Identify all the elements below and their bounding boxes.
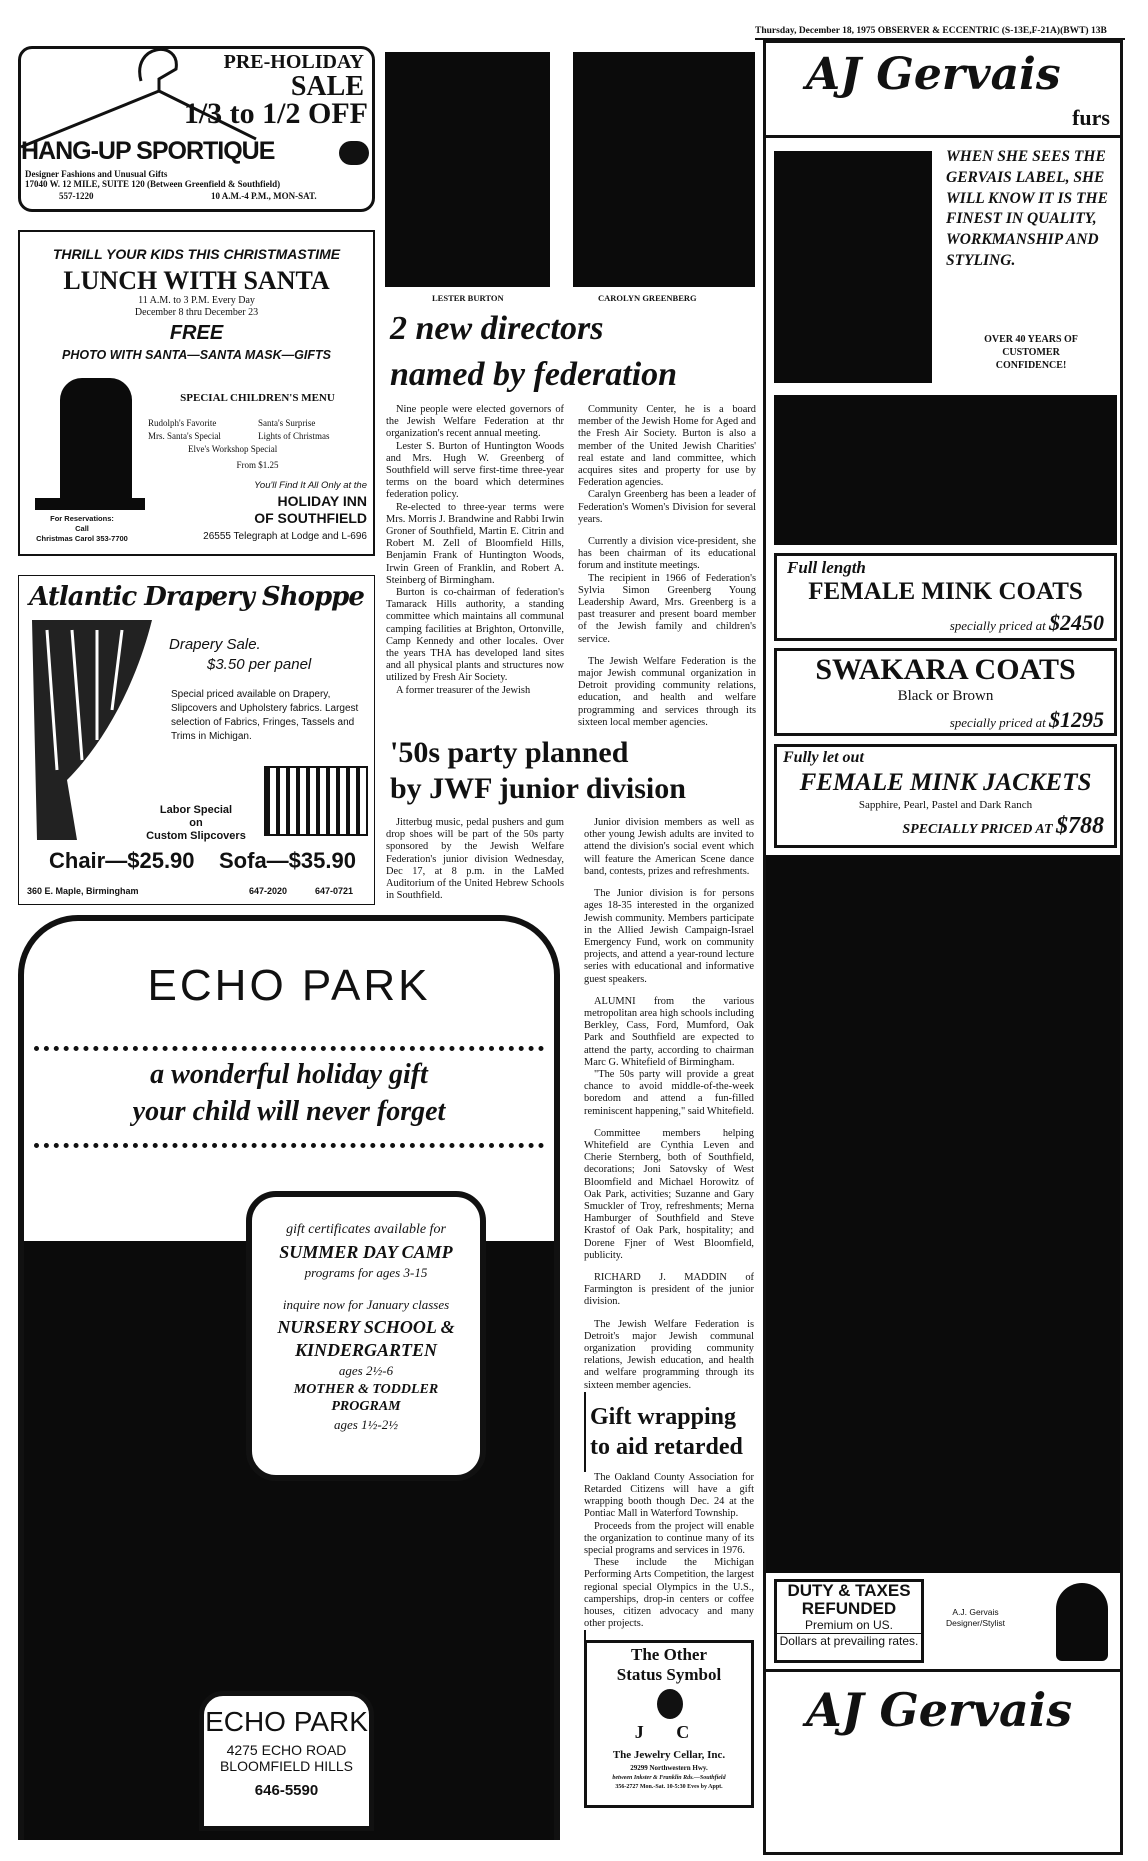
headline: 2 new directors xyxy=(390,310,604,347)
paragraph: ALUMNI from the various metropolitan area high schools including Berkley, Cass, Ford, Mumford, Oak Park and Southfield are expected to attend the party, according to chairman Marc G. Whitefield of Birmingham. xyxy=(584,995,754,1068)
labor-line1: Labor Special xyxy=(159,804,233,816)
store-address: 29299 Northwestern Hwy. xyxy=(630,1764,708,1773)
footer-phone: 646-5590 xyxy=(254,1782,319,1799)
find-text: You'll Find It All Only at the xyxy=(254,480,367,491)
sale-price: $3.50 per panel xyxy=(207,656,312,673)
sale-body: Special priced available on Drapery, Slipcovers and Upholstery fabrics. Largest selection of Fabrics, Fringes, Tassels and Trims in Michigan. xyxy=(171,689,359,742)
free: FREE xyxy=(169,322,224,344)
cert-text: gift certificates available for xyxy=(286,1222,446,1237)
jewelry-ad xyxy=(584,1640,754,1808)
address-panel xyxy=(199,1691,374,1831)
hotel-base xyxy=(35,498,145,510)
inquire-text: inquire now for January classes xyxy=(282,1297,450,1312)
mother-ages: ages 1½-2½ xyxy=(334,1417,398,1432)
footer-city: BLOOMFIELD HILLS xyxy=(219,1758,354,1774)
brand-name: HANG-UP SPORTIQUE xyxy=(21,137,275,165)
offer-swakara xyxy=(774,648,1117,736)
menu-title: SPECIAL CHILDREN'S MENU xyxy=(180,392,335,404)
tagline: Designer Fashions and Unusual Gifts xyxy=(25,169,168,179)
paragraph: "The 50s party will provide a great chance to avoid middle-of-the-week boredom and attend a fun-filled reminiscent happening," said Whitefield. xyxy=(584,1068,754,1117)
labor-special xyxy=(131,804,261,843)
address: 360 E. Maple, Birmingham xyxy=(27,886,139,896)
dates: December 8 thru December 23 xyxy=(134,307,259,318)
designer-credit xyxy=(946,1607,1005,1629)
paragraph: Junior division members as well as other young Jewish adults are invited to attend the division's social event which will feature the American Scene dance band, contests, prizes and refreshments. xyxy=(584,817,754,877)
paragraph: Nine people were elected governors of the Jewish Welfare Federation at thr organization's recent annual meeting. xyxy=(386,404,564,440)
offer-title: SWAKARA COATS xyxy=(815,653,1076,686)
paragraph: The Jewish Welfare Federation is the major Jewish communal organization in Detroit providing community relations, education, and health and welfare programming and services through its sixteen local member agencies. xyxy=(578,655,756,728)
brand-name: Atlantic Drapery Shoppe xyxy=(29,582,364,612)
gervais-ad xyxy=(763,40,1123,1855)
menu-item: Mrs. Santa's Special xyxy=(148,431,221,441)
photo-carolyn-greenberg xyxy=(573,52,755,287)
mother-title-2: PROGRAM xyxy=(331,1399,401,1414)
price-value: $2450 xyxy=(1049,610,1104,635)
photo-caption: LESTER BURTON xyxy=(432,293,504,303)
article2-body xyxy=(386,817,756,1808)
middle-columns xyxy=(386,404,756,1808)
tree-logo-icon xyxy=(657,1689,683,1719)
paragraph: RICHARD J. MADDIN of Farmington is president of the junior division. xyxy=(584,1271,754,1308)
sofa-price: Sofa—$35.90 xyxy=(219,848,356,873)
offer-sub: Black or Brown xyxy=(897,688,994,704)
article1-body xyxy=(386,404,756,729)
duty-box xyxy=(774,1579,924,1663)
santa-ad xyxy=(18,230,375,556)
divider xyxy=(766,1669,1120,1672)
hotel-address: 26555 Telegraph at Lodge and L-696 xyxy=(203,531,367,542)
offer-mink-coats xyxy=(774,553,1117,641)
phone2: 647-0721 xyxy=(315,886,354,896)
store-between: between Inkster & Franklin Rds.—Southfield xyxy=(612,1775,726,1782)
premium-line1: Premium on US. xyxy=(804,1618,894,1632)
price-label: specially priced at xyxy=(949,618,1046,633)
paragraph: These include the Michigan Performing Arts Competition, the largest regional special Olympics in the U.S., camperships, drop-in centers or coffee houses, citizen advocacy and many other projects. xyxy=(584,1557,754,1630)
gervais-logo: AJ Gervais xyxy=(806,49,1061,100)
menu-item: Lights of Christmas xyxy=(258,431,330,441)
designer-title: Designer/Stylist xyxy=(946,1618,1006,1628)
article2-right-column xyxy=(584,817,762,1808)
hotel-name: HOLIDAY INN xyxy=(277,493,367,509)
hotel-name-2: OF SOUTHFIELD xyxy=(254,510,367,526)
menu-item: Santa's Surprise xyxy=(258,418,316,428)
title: The Other xyxy=(630,1645,708,1665)
offer-title: FEMALE MINK COATS xyxy=(808,578,1083,605)
paragraph: Currently a division vice-president, she has been chairman of its educational forum and institute meetings. xyxy=(578,536,756,572)
furs-label: furs xyxy=(1072,105,1110,130)
menu-item: Elve's Workshop Special xyxy=(188,444,278,454)
store-hours: 356-2727 Mon.-Sat. 10-5:30 Eves by Appt. xyxy=(615,1784,723,1791)
premium-line2: Dollars at prevailing rates. xyxy=(777,1633,921,1649)
drapery-ad xyxy=(18,575,375,905)
offer-kicker: Fully let out xyxy=(783,749,864,766)
hangup-ad xyxy=(18,46,375,212)
address: 17040 W. 12 MILE, SUITE 120 (Between Greenfield & Southfield) xyxy=(25,179,281,189)
sale-line2: SALE xyxy=(290,71,364,102)
headline: Gift wrapping xyxy=(590,1403,737,1430)
price-value: $788 xyxy=(1056,813,1104,839)
fur-photo xyxy=(774,395,1117,545)
footer-title: ECHO PARK xyxy=(205,1706,368,1737)
paragraph: Lester S. Burton of Huntington Woods and Mrs. Hugh W. Greenberg of Southfield will serve first-time three-year terms on the board which determines federation policy. xyxy=(386,440,564,501)
title: LUNCH WITH SANTA xyxy=(63,266,330,295)
hours: 10 A.M.-4 P.M., MON-SAT. xyxy=(211,191,317,201)
paragraph: The Oakland County Association for Retarded Citizens will have a gift wrapping booth though Dec. 24 at the Pontiac Mall in Waterford Township. xyxy=(584,1471,754,1520)
model-photo xyxy=(774,151,932,383)
headline-2: to aid retarded xyxy=(590,1433,743,1460)
black-panel xyxy=(766,855,1120,1573)
article2-col1 xyxy=(386,817,564,902)
years-badge: OVER 40 YEARS OF CUSTOMER CONFIDENCE! xyxy=(984,334,1078,371)
price-value: $1295 xyxy=(1049,707,1104,732)
headline-2: named by federation xyxy=(390,356,678,393)
headline: '50s party planned xyxy=(390,736,629,770)
photo-caption: CAROLYN GREENBERG xyxy=(598,293,697,303)
tagline-2: your child will never forget xyxy=(132,1096,446,1127)
paragraph: The Junior division is for persons ages 18-35 interested in the organized Jewish community. Members participate in the Allied Jewish Campaign-Israel Emergency Fund, work on community projects, and attend a year-round lecture series with educational and informative guest speakers. xyxy=(584,888,754,985)
paragraph: Community Center, he is a board member of the Jewish Home for Aged and the Fresh Air Society. Burton is also a member of the United Jewish Charities' real estate and land committee, which acquires sites and property for use by Federation agencies. xyxy=(578,404,756,489)
res-call: Call xyxy=(75,524,89,533)
sale-title: Drapery Sale. xyxy=(169,636,261,653)
labor-line3: Custom Slipcovers xyxy=(146,830,246,842)
paragraph: A former treasurer of the Jewish xyxy=(396,684,531,696)
menu-item: Rudolph's Favorite xyxy=(148,418,217,428)
reservations xyxy=(22,514,142,544)
title-2: Status Symbol xyxy=(616,1665,722,1685)
article1-col2 xyxy=(578,404,756,729)
offer-price xyxy=(950,610,1104,636)
paragraph: The recipient in 1966 of Federation's Sylvia Simon Greenberg Young Leadership Award, Mrs. Greenberg is a past treasurer and present board member of the Jewish family and children's service. xyxy=(578,572,756,645)
sale-discount: 1/3 to 1/2 OFF xyxy=(183,97,368,130)
camp-ages: programs for ages 3-15 xyxy=(304,1265,428,1280)
article1-col1 xyxy=(386,404,564,697)
duty-line1: DUTY & TAXES xyxy=(787,1581,911,1600)
offer-mink-jackets xyxy=(774,744,1117,848)
headline-2: by JWF junior division xyxy=(390,772,686,806)
nursery-ages: ages 2½-6 xyxy=(338,1363,394,1378)
phone: 557-1220 xyxy=(59,191,94,201)
paragraph: Caralyn Greenberg has been a leader of Federation's Women's Division for several years. xyxy=(578,489,756,525)
chair-price: Chair—$25.90 xyxy=(49,848,195,873)
offer-title: FEMALE MINK JACKETS xyxy=(799,769,1092,796)
labor-line2: on xyxy=(189,817,203,829)
menu-list xyxy=(148,417,373,456)
store-name: The Jewelry Cellar, Inc. xyxy=(612,1749,726,1762)
paragraph: Committee members helping Whitefield are Cynthia Leven and Cherie Sternberg, both of Southfield, decorations; Joni Satovsky of West Bloomfield and Michael Horowitz of Oak Park, activities; Suzanne and Gary Smuckler of Troy, refreshments; Merna Hamburger of Southfield and Steve Krastof of Oak Park, hospitality; and Dorene Fjner of West Bloomfield, publicity. xyxy=(584,1127,754,1261)
gifts: PHOTO WITH SANTA—SANTA MASK—GIFTS xyxy=(62,348,331,362)
paragraph: Proceeds from the project will enable the organization to continue many of its special programs and services in 1976. xyxy=(584,1520,754,1557)
res-label: For Reservations: xyxy=(50,514,114,523)
camp-title: SUMMER DAY CAMP xyxy=(279,1242,453,1262)
designer-portrait xyxy=(1056,1583,1108,1661)
gervais-logo-bottom: AJ Gervais xyxy=(806,1683,1073,1737)
offer-price xyxy=(950,707,1104,733)
masthead: Thursday, December 18, 1975 OBSERVER & ECCENTRIC (S-13E,F-21A)(BWT) 13B xyxy=(755,26,1125,40)
hotel-illustration xyxy=(60,378,132,508)
time: 11 A.M. to 3 P.M. Every Day xyxy=(138,295,255,306)
article2-col2 xyxy=(584,817,756,1392)
echo-title: ECHO PARK xyxy=(147,961,431,1010)
phone1: 647-2020 xyxy=(249,886,288,896)
paragraph: Jitterbug music, pedal pushers and gum drop shoes will be part of the 50s party sponsored by the Jewish Welfare Federation's junior division Wednesday, Dec 17, at 8 p.m. in the LaMed Auditorium of the United Hebrew Schools in Southfield. xyxy=(386,817,564,902)
footer-address: 4275 ECHO ROAD xyxy=(226,1742,347,1758)
logo-mark xyxy=(339,141,369,165)
sale-line1: PRE-HOLIDAY xyxy=(223,51,364,73)
kicker: THRILL YOUR KIDS THIS CHRISTMASTIME xyxy=(52,246,341,262)
paragraph: Re-elected to three-year terms were Mrs. Morris J. Brandwine and Rabbi Irwin Groner of Southfield, Martin E. Citrin and Robert M. Zell of Bloomfield Hills, Benjamin Frank of Huntington Woods, Irwin Green of Franklin, and Robert A. Steinberg of Birmingham. xyxy=(386,501,564,586)
logo-letters: J C xyxy=(634,1722,704,1743)
paragraph: Burton is co-chairman of federation's Tamarack Hills authority, a standing committee which maintains all communal camping facilities at Brighton, Ortonville, Camp Kennedy and other locales. Over the years THA has developed land sites and all physical plants and structures now utilized by Fresh Air Society. xyxy=(386,587,564,684)
sofa-illustration xyxy=(264,766,368,836)
article3-body xyxy=(584,1472,756,1631)
pitch: WHEN SHE SEES THE GERVAIS LABEL, SHE WILL KNOW IT IS THE FINEST IN QUALITY, WORKMANSHIP AND STYLING. xyxy=(946,148,1108,269)
tagline-1: a wonderful holiday gift xyxy=(150,1059,428,1090)
mother-title: MOTHER & TODDLER xyxy=(293,1382,439,1397)
res-phone: Christmas Carol 353-7700 xyxy=(36,534,128,543)
photo-lester-burton xyxy=(385,52,550,287)
offer-kicker: Full length xyxy=(787,558,866,577)
kindergarten-title: KINDERGARTEN xyxy=(294,1340,438,1360)
designer-name: A.J. Gervais xyxy=(952,1607,999,1617)
paragraph: The Jewish Welfare Federation is Detroit's major Jewish communal organization providing community relations, Jewish education, and health and welfare programming through its sixteen member agencies. xyxy=(584,1318,754,1391)
offer-sub: Sapphire, Pearl, Pastel and Dark Ranch xyxy=(858,799,1033,811)
offer-price xyxy=(902,813,1104,840)
price-label: specially priced at xyxy=(949,715,1046,730)
nursery-title: NURSERY SCHOOL & xyxy=(277,1317,455,1337)
price: From $1.25 xyxy=(236,460,279,470)
price-label: SPECIALLY PRICED AT xyxy=(902,822,1053,837)
duty-line2: REFUNDED xyxy=(801,1599,897,1618)
divider xyxy=(766,135,1120,138)
